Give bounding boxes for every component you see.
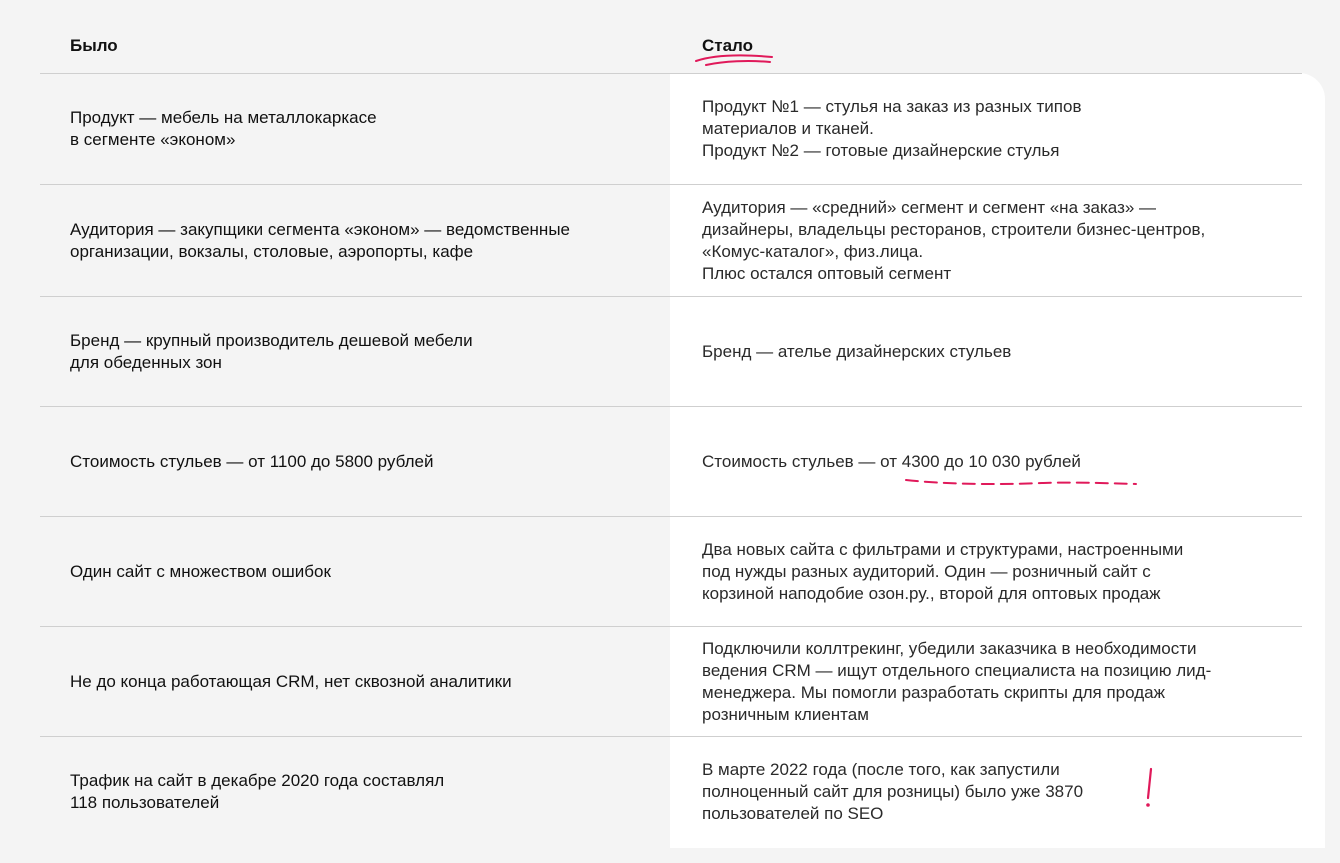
row-traffic-after [702, 737, 1297, 847]
row-brand-before [70, 297, 660, 406]
row-audience-after [702, 185, 1297, 296]
cell-text: Подключили коллтрекинг, убедили заказчика в необходимости ведения CRM — ищут отдельного специалиста на позицию лид- менеджера. Мы помогли разработать скрипты для продаж розничным клиентам [702, 638, 1212, 724]
row-product-before [70, 74, 660, 184]
cell-text: Продукт — мебель на металлокаркасе в сегменте «эконом» [70, 108, 377, 149]
row-crm-after [702, 627, 1297, 736]
row-price-after [702, 407, 1297, 516]
cell-text: Два новых сайта с фильтрами и структурами, настроенными под нужды разных аудиторий. Один — розничный сайт с корзиной наподобие озон.ру., второй для оптовых продаж [702, 539, 1184, 603]
row-price-before [70, 407, 660, 516]
cell-text: Трафик на сайт в декабре 2020 года составлял 118 пользователей [70, 771, 445, 812]
row-site-after [702, 517, 1297, 626]
cell-text: Стоимость стульев — от 1100 до 5800 рублей [70, 451, 434, 471]
row-traffic-before [70, 737, 660, 847]
row-product-after [702, 74, 1297, 184]
cell-text: Один сайт с множеством ошибок [70, 561, 331, 581]
column-header-before: Было [70, 36, 118, 55]
cell-text: Аудитория — закупщики сегмента «эконом» — ведомственные организации, вокзалы, столовые, аэропорты, кафе [70, 219, 570, 261]
cell-text: Продукт №1 — стулья на заказ из разных типов материалов и тканей. Продукт №2 — готовые дизайнерские стулья [702, 97, 1082, 160]
cell-text: Бренд — крупный производитель дешевой мебели для обеденных зон [70, 330, 473, 372]
row-brand-after [702, 297, 1297, 406]
column-header-after: Стало [702, 36, 754, 55]
exclamation-mark-annotation [1142, 766, 1158, 810]
cell-text: Аудитория — «средний» сегмент и сегмент «на заказ» — дизайнеры, владельцы ресторанов, строители бизнес-центров, «Комус-каталог», физ.лица. Плюс остался оптовый сегмент [702, 197, 1206, 283]
cell-text: В марте 2022 года (после того, как запустили полноценный сайт для розницы) было уже 3870 пользователей по SEO [702, 760, 1084, 823]
price-dashed-underline-annotation [902, 474, 1142, 490]
row-audience-before [70, 185, 660, 296]
row-site-before [70, 517, 660, 626]
row-crm-before [70, 627, 660, 736]
cell-text: Бренд — ателье дизайнерских стульев [702, 341, 1012, 361]
header-underline-annotation [694, 52, 780, 68]
cell-text: Стоимость стульев — от 4300 до 10 030 рублей [702, 451, 1081, 471]
cell-text: Не до конца работающая CRM, нет сквозной аналитики [70, 671, 512, 691]
